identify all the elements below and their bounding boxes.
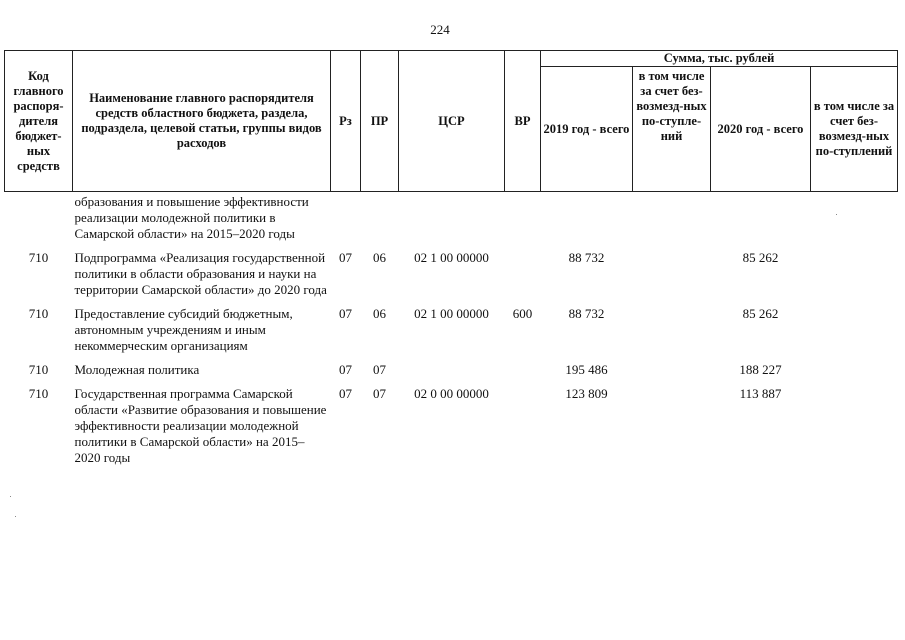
row-2019-total: 195 486 — [565, 362, 608, 377]
row-code: 710 — [28, 250, 49, 265]
row-vr — [505, 384, 541, 468]
table-row — [5, 304, 898, 360]
header-vr: ВР — [505, 51, 541, 192]
row-vr: 600 — [512, 306, 533, 321]
header-2019-total: 2019 год - всего — [541, 67, 633, 192]
row-rz: 07 — [339, 362, 352, 377]
row-code — [5, 192, 73, 249]
row-csr: 02 1 00 00000 — [414, 250, 489, 265]
row-2020-total: 85 262 — [742, 306, 779, 321]
row-name: Предоставление субсидий бюджетным, автономным учреждениям и иным некоммерческим организациям — [74, 306, 293, 353]
row-2020-free — [811, 304, 898, 360]
row-2019-total — [541, 192, 633, 249]
row-csr — [399, 192, 505, 249]
header-code: Код главного распоря-дителя бюджет-ных средств — [5, 51, 73, 192]
row-2020-total: 85 262 — [742, 250, 779, 265]
row-name: образования и повышение эффективности реализации молодежной политики в Самарской области» на 2015–2020 годы — [74, 194, 309, 241]
row-code: 710 — [28, 362, 49, 377]
page-number: 224 — [430, 22, 450, 37]
row-csr: 02 1 00 00000 — [414, 306, 489, 321]
table-row — [5, 384, 898, 468]
table-header — [5, 51, 898, 192]
header-csr: ЦСР — [399, 51, 505, 192]
row-rz: 07 — [339, 250, 352, 265]
row-2019-free — [633, 304, 711, 360]
header-2019-free: в том числе за счет без-возмезд-ных по-ступле-ний — [633, 67, 711, 192]
scan-speck — [15, 516, 16, 517]
row-rz: 07 — [339, 306, 352, 321]
budget-table — [4, 50, 898, 468]
header-rz: Рз — [331, 51, 361, 192]
row-2019-free — [633, 360, 711, 384]
row-2020-free — [811, 384, 898, 468]
row-code: 710 — [28, 386, 49, 401]
header-sum-group: Сумма, тыс. рублей — [541, 51, 898, 67]
row-2020-free — [811, 360, 898, 384]
row-name: Молодежная политика — [74, 362, 200, 377]
row-2020-total — [711, 192, 811, 249]
header-2020-total: 2020 год - всего — [711, 67, 811, 192]
scan-speck — [10, 496, 11, 497]
scan-speck — [836, 214, 837, 215]
row-2020-total: 188 227 — [739, 362, 782, 377]
row-pr: 06 — [373, 250, 386, 265]
table-body — [5, 192, 898, 469]
row-2019-total: 123 809 — [565, 386, 608, 401]
row-pr: 07 — [373, 362, 386, 377]
row-2019-total: 88 732 — [568, 250, 605, 265]
row-2020-free — [811, 248, 898, 304]
row-2019-total: 88 732 — [568, 306, 605, 321]
row-2020-free — [811, 192, 898, 249]
row-rz: 07 — [339, 386, 352, 401]
row-name: Подпрограмма «Реализация государственной политики в области образования и науки на территории Самарской области» до 2020 года — [74, 250, 327, 297]
row-2019-free — [633, 384, 711, 468]
row-2019-free — [633, 192, 711, 249]
row-2019-free — [633, 248, 711, 304]
row-pr: 06 — [373, 306, 386, 321]
table-row — [5, 248, 898, 304]
row-pr — [361, 192, 399, 249]
row-csr — [399, 360, 505, 384]
row-rz — [331, 192, 361, 249]
row-vr — [505, 192, 541, 249]
header-pr: ПР — [361, 51, 399, 192]
row-vr — [505, 360, 541, 384]
row-pr: 07 — [373, 386, 386, 401]
row-2020-total: 113 887 — [739, 386, 782, 401]
row-vr — [505, 248, 541, 304]
header-name: Наименование главного распорядителя средств областного бюджета, раздела, подраздела, целевой статьи, группы видов расходов — [73, 51, 331, 192]
header-2020-free: в том числе за счет без-возмезд-ных по-ступлений — [811, 67, 898, 192]
table-row — [5, 192, 898, 249]
row-name: Государственная программа Самарской области «Развитие образования и повышение эффективности реализации молодежной политики в Самарской области» на 2015–2020 годы — [74, 386, 327, 465]
row-csr: 02 0 00 00000 — [414, 386, 489, 401]
row-code: 710 — [28, 306, 49, 321]
table-row — [5, 360, 898, 384]
